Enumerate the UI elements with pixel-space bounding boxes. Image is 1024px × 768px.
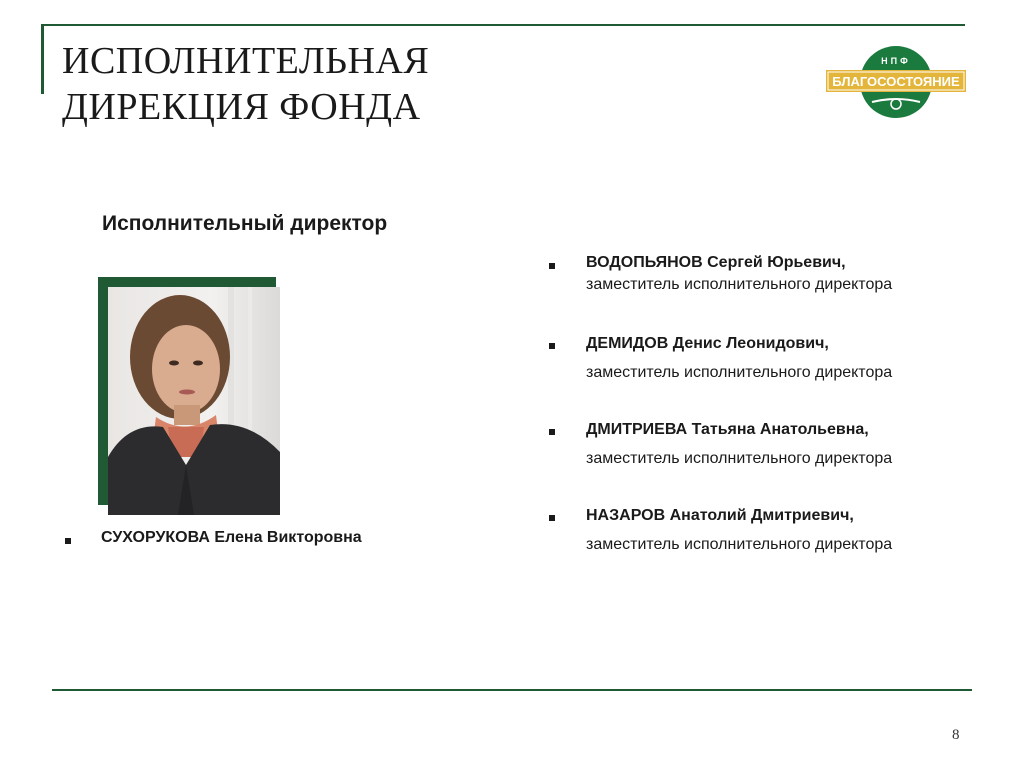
deputy-name: НАЗАРОВ Анатолий Дмитриевич,: [586, 507, 854, 524]
deputy-name: ДМИТРИЕВА Татьяна Анатольевна,: [586, 421, 869, 438]
page-number: 8: [952, 727, 960, 743]
executive-portrait-photo: [108, 287, 280, 515]
title-frame-top: [41, 24, 965, 26]
deputy-name: ВОДОПЬЯНОВ Сергей Юрьевич,: [586, 254, 846, 271]
deputy-bullet: [549, 263, 555, 269]
deputy-item: [586, 333, 892, 384]
deputy-item: [586, 252, 892, 296]
slide-title-line-1: ИСПОЛНИТЕЛЬНАЯ: [62, 40, 430, 82]
executive-director-name: СУХОРУКОВА Елена Викторовна: [101, 529, 362, 546]
executive-director-heading: Исполнительный директор: [102, 212, 388, 235]
deputy-position: заместитель исполнительного директора: [586, 364, 893, 381]
photo-frame-vertical: [98, 277, 108, 505]
deputy-position: заместитель исполнительного директора: [586, 276, 893, 293]
footer-divider: [52, 689, 972, 691]
deputy-position: заместитель исполнительного директора: [586, 536, 893, 553]
logo-brand-text: БЛАГОСОСТОЯНИЕ: [832, 74, 960, 89]
deputy-position: заместитель исполнительного директора: [586, 450, 893, 467]
slide-title: [62, 38, 429, 130]
slide-title-line-2: ДИРЕКЦИЯ ФОНДА: [62, 86, 421, 128]
executive-bullet: [65, 538, 71, 544]
title-frame-left: [41, 24, 44, 94]
deputy-bullet: [549, 343, 555, 349]
deputy-item: [586, 419, 892, 470]
photo-frame-horizontal: [98, 277, 276, 287]
deputy-name: ДЕМИДОВ Денис Леонидович,: [586, 335, 829, 352]
logo-top-text: НПФ: [881, 56, 911, 66]
company-logo: [826, 44, 966, 120]
deputy-item: [586, 505, 892, 556]
deputy-bullet: [549, 515, 555, 521]
deputy-bullet: [549, 429, 555, 435]
